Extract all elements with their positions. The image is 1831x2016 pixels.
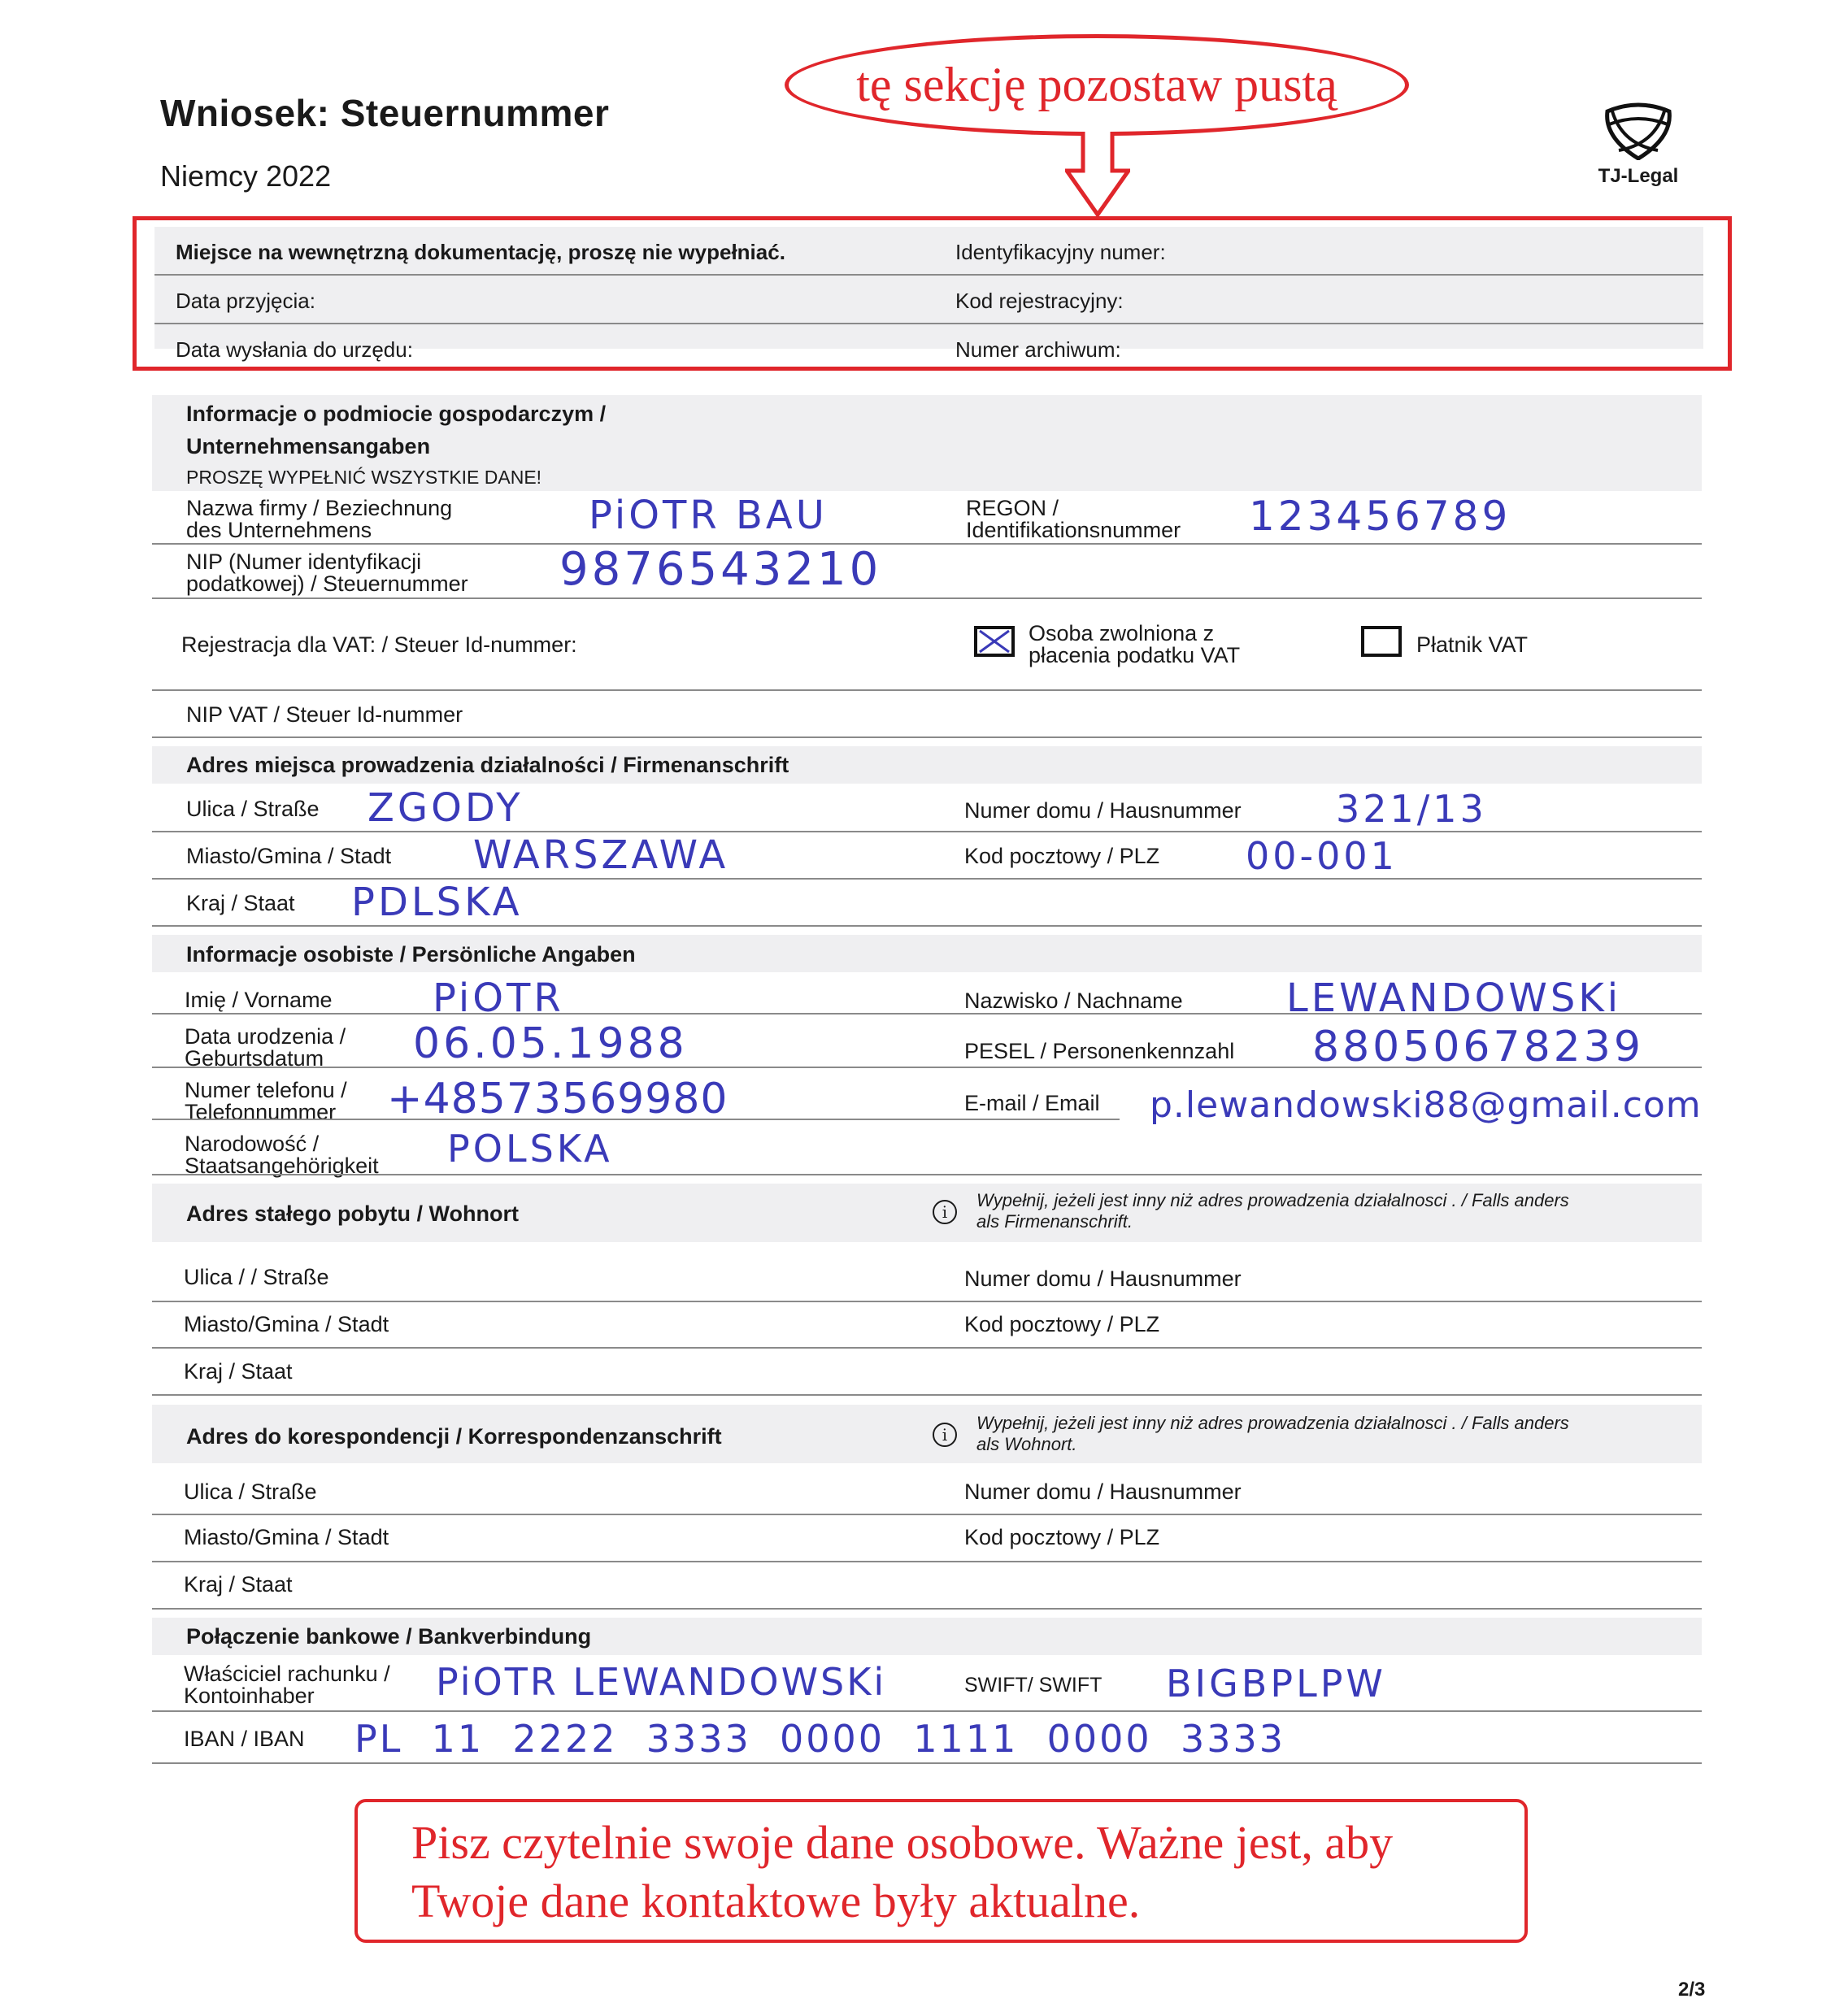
- callout-text: tę sekcję pozostaw pustą: [856, 58, 1337, 111]
- divider: [152, 831, 1702, 832]
- residence-note: Wypełnij, jeżeli jest inny niż adres prowadzenia działalnosci . / Falls anders als Firmenanschrift.: [976, 1190, 1569, 1232]
- country-label: Kraj / Staat: [186, 891, 295, 915]
- vat-exempt-label: Osoba zwolniona z płacenia podatku VAT: [1029, 621, 1241, 667]
- pesel-label: PESEL / Personenkennzahl: [964, 1039, 1235, 1063]
- divider: [152, 1710, 1702, 1712]
- divider: [152, 689, 1702, 691]
- company-name-label: Nazwa firmy / Beziechnung des Unternehmens: [186, 496, 453, 542]
- vat-exempt-checkbox[interactable]: [974, 626, 1015, 657]
- company-logo: [1585, 102, 1691, 188]
- bottom-reminder-box: [354, 1799, 1528, 1943]
- residence-house-label: Numer domu / Hausnummer: [964, 1267, 1242, 1291]
- fill-all-instruction: PROSZĘ WYPEŁNIĆ WSZYSTKIE DANE!: [186, 467, 542, 488]
- business-address-header: [152, 746, 1702, 784]
- street-label: Ulica / Straße: [186, 797, 320, 821]
- vat-payer-checkbox[interactable]: [1361, 626, 1402, 657]
- divider: [152, 1174, 1702, 1175]
- company-name-field[interactable]: PiOTR BAU: [589, 493, 828, 538]
- correspondence-street-label: Ulica / Straße: [184, 1479, 317, 1504]
- logo-text: TJ-Legal: [1598, 165, 1679, 187]
- divider: [152, 1119, 1120, 1120]
- account-owner-field[interactable]: PiOTR LEWANDOWSKi: [436, 1660, 887, 1704]
- arrow-down-icon: [1065, 132, 1130, 218]
- residence-heading: Adres stałego pobytu / Wohnort: [186, 1201, 520, 1226]
- callout-bubble: [785, 34, 1409, 136]
- business-address-heading: Adres miejsca prowadzenia działalności / Firmenanschrift: [186, 753, 789, 777]
- shield-icon: [1601, 102, 1676, 160]
- correspondence-postal-label: Kod pocztowy / PLZ: [964, 1525, 1160, 1549]
- residence-postal-label: Kod pocztowy / PLZ: [964, 1312, 1160, 1336]
- postal-code-label: Kod pocztowy / PLZ: [964, 844, 1160, 868]
- divider: [152, 1561, 1702, 1562]
- regon-label: REGON / Identifikationsnummer: [966, 496, 1181, 542]
- phone-label: Numer telefonu / Telefonnummer: [185, 1078, 347, 1124]
- divider: [152, 1762, 1702, 1764]
- nationality-label: Narodowość / Staatsangehörigkeit: [185, 1132, 379, 1178]
- archive-number-label: Numer archiwum:: [955, 337, 1121, 362]
- city-field[interactable]: WARSZAWA: [473, 832, 729, 878]
- house-number-field[interactable]: 321/13: [1336, 787, 1487, 831]
- phone-field[interactable]: +48573569980: [387, 1075, 728, 1123]
- company-heading-line1: Informacje o podmiocie gospodarczym /: [186, 402, 607, 426]
- account-owner-label: Właściciel rachunku / Kontoinhaber: [184, 1662, 390, 1708]
- form-subtitle: Niemcy 2022: [160, 159, 332, 193]
- correspondence-house-label: Numer domu / Hausnummer: [964, 1479, 1242, 1504]
- vat-payer-label: Płatnik VAT: [1416, 632, 1529, 657]
- swift-field[interactable]: BIGBPLPW: [1166, 1662, 1386, 1705]
- nip-field[interactable]: 9876543210: [559, 543, 882, 596]
- form-title: Wniosek: Steuernummer: [160, 92, 610, 134]
- divider: [152, 736, 1702, 738]
- divider: [152, 1514, 1702, 1515]
- correspondence-city-label: Miasto/Gmina / Stadt: [184, 1525, 389, 1549]
- dob-field[interactable]: 06.05.1988: [413, 1019, 688, 1068]
- postal-code-field[interactable]: 00-001: [1246, 834, 1398, 878]
- swift-label: SWIFT/ SWIFT: [964, 1674, 1103, 1697]
- date-received-label: Data przyjęcia:: [176, 289, 315, 313]
- internal-documentation-box: [133, 216, 1732, 371]
- correspondence-heading: Adres do korespondencji / Korrespondenzanschrift: [186, 1424, 722, 1449]
- company-heading-line2: Unternehmensangaben: [186, 434, 431, 458]
- correspondence-country-label: Kraj / Staat: [184, 1572, 293, 1597]
- bottom-reminder-text: Pisz czytelnie swoje dane osobowe. Ważne jest, aby Twoje dane kontaktowe były aktualne.: [411, 1816, 1394, 1927]
- city-label: Miasto/Gmina / Stadt: [186, 844, 392, 868]
- house-number-label: Numer domu / Hausnummer: [964, 798, 1242, 823]
- info-icon: i: [933, 1423, 957, 1447]
- last-name-field[interactable]: LEWANDOWSKi: [1286, 975, 1622, 1021]
- divider: [152, 1347, 1702, 1349]
- correspondence-header: [152, 1405, 1702, 1463]
- internal-heading: Miejsce na wewnętrzną dokumentację, proszę nie wypełniać.: [176, 240, 785, 264]
- country-field[interactable]: PDLSKA: [351, 880, 523, 925]
- personal-info-heading: Informacje osobiste / Persönliche Angaben: [186, 942, 636, 967]
- email-field[interactable]: p.lewandowski88@gmail.com: [1150, 1084, 1702, 1126]
- nip-label: NIP (Numer identyfikacji podatkowej) / Steuernummer: [186, 550, 468, 596]
- regon-field[interactable]: 123456789: [1249, 493, 1511, 540]
- company-section-header: [152, 395, 1702, 491]
- personal-info-header: [152, 935, 1702, 972]
- iban-field[interactable]: PL 11 2222 3333 0000 1111 0000 3333: [354, 1717, 1286, 1761]
- divider: [152, 1013, 1702, 1015]
- last-name-label: Nazwisko / Nachname: [964, 988, 1183, 1013]
- divider: [152, 1608, 1702, 1610]
- date-sent-label: Data wysłania do urzędu:: [176, 337, 413, 362]
- info-icon: i: [933, 1200, 957, 1224]
- pesel-field[interactable]: 88050678239: [1312, 1023, 1644, 1071]
- checkmark-x-icon: [977, 629, 1011, 654]
- residence-city-label: Miasto/Gmina / Stadt: [184, 1312, 389, 1336]
- bank-header: [152, 1618, 1702, 1655]
- divider: [152, 1301, 1702, 1302]
- reg-code-label: Kod rejestracyjny:: [955, 289, 1124, 313]
- street-field[interactable]: ZGODY: [368, 785, 524, 831]
- divider: [152, 925, 1702, 927]
- divider: [152, 597, 1702, 599]
- residence-street-label: Ulica / / Straße: [184, 1265, 329, 1289]
- first-name-label: Imię / Vorname: [185, 988, 333, 1012]
- dob-label: Data urodzenia / Geburtsdatum: [185, 1024, 346, 1071]
- id-number-label: Identyfikacyjny numer:: [955, 240, 1166, 264]
- divider: [152, 543, 1702, 545]
- email-label: E-mail / Email: [964, 1091, 1100, 1115]
- residence-header: [152, 1184, 1702, 1242]
- vat-registration-label: Rejestracja dla VAT: / Steuer Id-nummer:: [181, 632, 577, 657]
- bank-heading: Połączenie bankowe / Bankverbindung: [186, 1624, 592, 1649]
- first-name-field[interactable]: PiOTR: [433, 975, 564, 1021]
- divider: [152, 1394, 1702, 1396]
- residence-country-label: Kraj / Staat: [184, 1359, 293, 1384]
- iban-label: IBAN / IBAN: [184, 1727, 305, 1751]
- nip-vat-label: NIP VAT / Steuer Id-nummer: [186, 702, 463, 727]
- correspondence-note: Wypełnij, jeżeli jest inny niż adres prowadzenia działalnosci . / Falls anders als Wohnort.: [976, 1413, 1569, 1454]
- page-number: 2/3: [1678, 1979, 1706, 2001]
- divider: [152, 1067, 1702, 1068]
- nationality-field[interactable]: POLSKA: [447, 1127, 613, 1171]
